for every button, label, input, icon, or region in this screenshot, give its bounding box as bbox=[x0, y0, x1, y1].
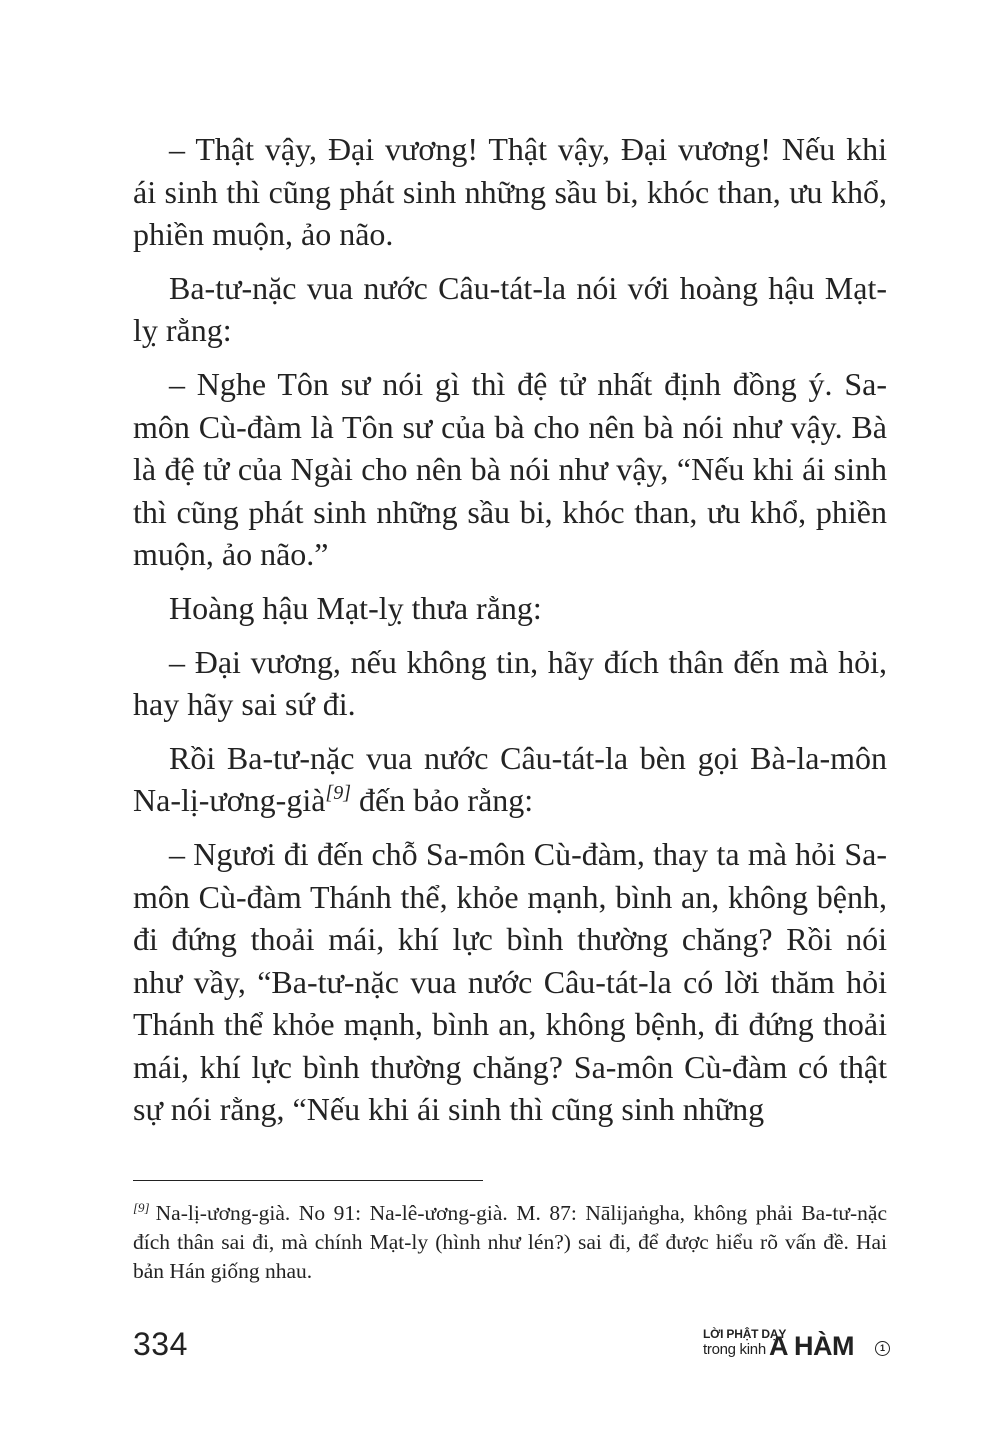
footnote-reference[interactable]: [9] bbox=[325, 782, 351, 805]
paragraph-text: Rồi Ba-tư-nặc vua nước Câu-tát-la bèn gọi Bà-la-môn Na-lị-ương-già bbox=[133, 739, 887, 819]
paragraph-2 bbox=[133, 267, 887, 352]
paragraph-3 bbox=[133, 363, 887, 576]
paragraph-text: đến bảo rằng: bbox=[351, 782, 534, 819]
paragraph-text: Hoàng hậu Mạt-lỵ thưa rằng: bbox=[169, 589, 542, 626]
footnote-divider bbox=[133, 1180, 483, 1181]
main-text bbox=[133, 128, 887, 1142]
paragraph-7 bbox=[133, 833, 887, 1131]
paragraph-text: Ba-tư-nặc vua nước Câu-tát-la nói với hoàng hậu Mạt-lỵ rằng: bbox=[133, 269, 887, 349]
paragraph-text: – Ngươi đi đến chỗ Sa-môn Cù-đàm, thay ta mà hỏi Sa-môn Cù-đàm Thánh thể, khỏe mạnh, bình an, không bệnh, đi đứng thoải mái, khí lực bình thường chăng? Rồi nói như vầy, “Ba-tư-nặc vua nước Câu-tát-la có lời thăm hỏi Thánh thể khỏe mạnh, bình an, không bệnh, đi đứng thoải mái, khí lực bình thường chăng? Sa-môn Cù-đàm có thật sự nói rằng, “Nếu khi ái sinh thì cũng sinh những bbox=[133, 835, 887, 1128]
volume-badge: 1 bbox=[875, 1341, 890, 1356]
footnote-mark: [9] bbox=[133, 1200, 150, 1215]
footnote bbox=[133, 1199, 887, 1286]
paragraph-6 bbox=[133, 737, 887, 822]
book-series-logo bbox=[703, 1327, 893, 1361]
logo-title: A HÀM bbox=[769, 1331, 854, 1361]
footnote-text: Na-lị-ương-già. No 91: Na-lê-ương-già. M. 87: Nālijaṅgha, không phải Ba-tư-nặc đích thân sai đi, mà chính Mạt-ly (hình như lén?) sai đi, để được hiểu rõ vấn đề. Hai bản Hán giống nhau. bbox=[133, 1201, 887, 1283]
paragraph-4 bbox=[133, 587, 887, 630]
paragraph-5 bbox=[133, 641, 887, 726]
paragraph-text: – Đại vương, nếu không tin, hãy đích thân đến mà hỏi, hay hãy sai sứ đi. bbox=[133, 643, 887, 723]
paragraph-1 bbox=[133, 128, 887, 256]
paragraph-text: – Nghe Tôn sư nói gì thì đệ tử nhất định đồng ý. Sa-môn Cù-đàm là Tôn sư của bà cho nên bà nói như vậy. Bà là đệ tử của Ngài cho nên bà nói như vậy, “Nếu khi ái sinh thì cũng phát sinh những sầu bi, khóc than, ưu khổ, phiền muộn, ảo não.” bbox=[133, 365, 887, 573]
paragraph-text: – Thật vậy, Đại vương! Thật vậy, Đại vương! Nếu khi ái sinh thì cũng phát sinh những sầu bi, khóc than, ưu khổ, phiền muộn, ảo não. bbox=[133, 131, 887, 253]
page-number: 334 bbox=[133, 1326, 188, 1362]
logo-subtitle-line: trong kinh bbox=[703, 1341, 766, 1358]
logo-series-line: LỜI PHẬT DẠY bbox=[703, 1327, 787, 1341]
